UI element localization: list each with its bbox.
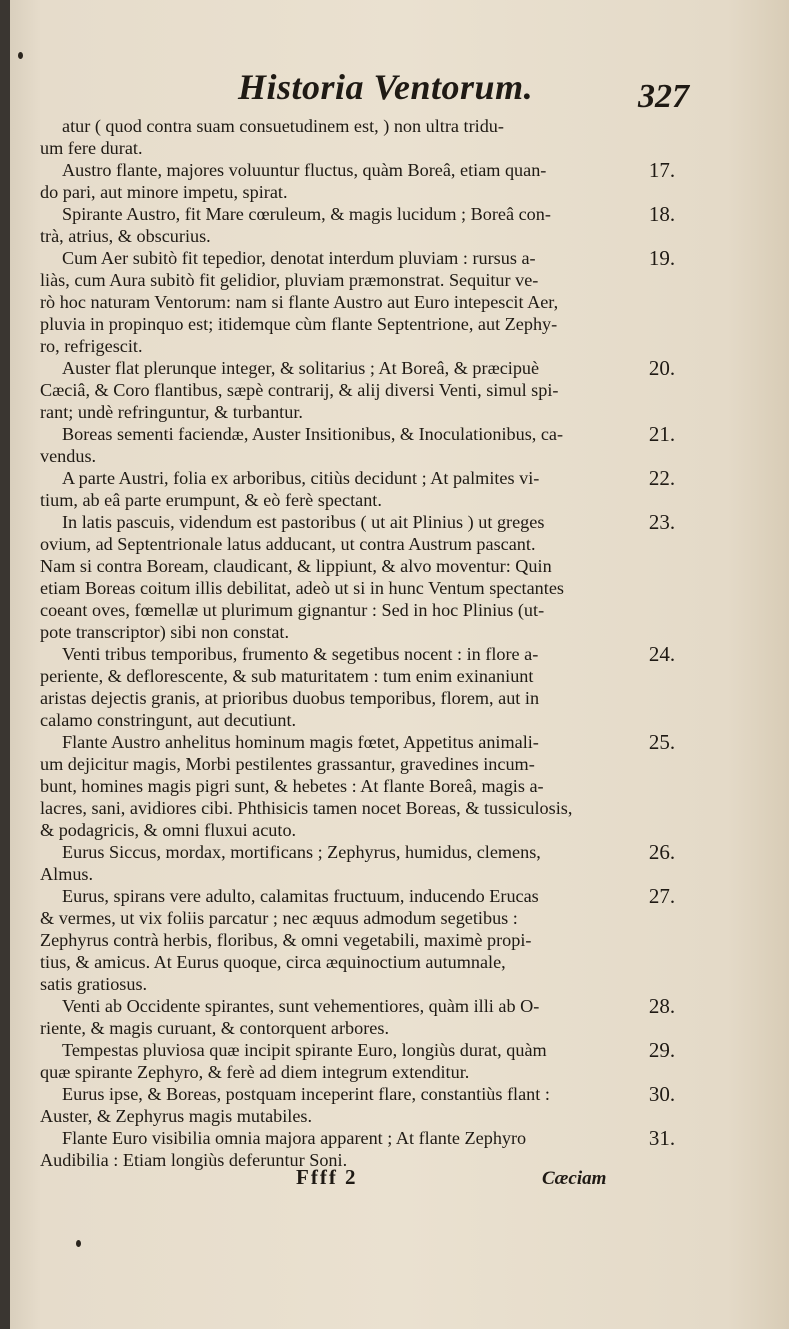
paragraph [40,510,676,643]
catchword: Cæciam [542,1168,607,1189]
paragraph-number: 28. [648,994,676,1018]
paragraph [40,202,676,247]
paragraph-number: 20. [648,356,676,380]
paragraph [40,158,676,203]
paragraph [40,115,630,159]
text-line: vendus. [40,446,97,466]
text-line: lacres, sani, avidiores cibi. Phthisicis tamen nocet Boreas, & tussiculosis, [40,798,573,818]
book-page [10,0,789,1329]
main-text [40,115,676,1171]
paragraph [40,884,676,995]
paragraph [40,1038,676,1083]
text-line: Audibilia : Etiam longiùs deferuntur Soni. [40,1150,348,1170]
text-line: rant; undè refringuntur, & turbantur. [40,402,303,422]
text-line: quæ spirante Zephyro, & ferè ad diem integrum extenditur. [40,1062,470,1082]
paragraph [40,994,676,1039]
paragraph [40,356,676,423]
text-line: ro, refrigescit. [40,336,143,356]
signature-mark: Ffff 2 [296,1165,358,1189]
text-line: Eurus ipse, & Boreas, postquam inceperint flare, constantiùs flant : [62,1084,550,1104]
paragraph-number: 21. [648,422,676,446]
text-line: Spirante Austro, fit Mare cœruleum, & magis lucidum ; Boreâ con- [62,204,551,224]
paragraph-number: 27. [648,884,676,908]
text-line: A parte Austri, folia ex arboribus, citiùs decidunt ; At palmites vi- [62,468,540,488]
paragraph [40,246,676,357]
ink-spot [18,52,23,59]
text-line: Boreas sementi faciendæ, Auster Insitionibus, & Inoculationibus, ca- [62,424,564,444]
text-line: riente, & magis curuant, & contorquent arbores. [40,1018,389,1038]
paragraph-number: 17. [648,158,676,182]
text-line: periente, & deflorescente, & sub maturitatem : tum enim exinaniunt [40,666,534,686]
text-line: Austro flante, majores voluuntur fluctus, quàm Boreâ, etiam quan- [62,160,547,180]
paragraph-number: 18. [648,202,676,226]
text-line: Eurus Siccus, mordax, mortificans ; Zephyrus, humidus, clemens, [62,842,541,862]
text-line: ovium, ad Septentrionale latus adducant, ut contra Austrum pascant. [40,534,536,554]
paragraph-number: 26. [648,840,676,864]
text-line: & podagricis, & omni fluxui acuto. [40,820,297,840]
text-line: calamo constringunt, aut decutiunt. [40,710,297,730]
text-line: atur ( quod contra suam consuetudinem est, ) non ultra tridu- [62,116,504,136]
text-line: satis gratiosus. [40,974,148,994]
paragraph-number: 31. [648,1126,676,1150]
text-line: tius, & amicus. At Eurus quoque, circa æquinoctium autumnale, [40,952,506,972]
text-line: Venti ab Occidente spirantes, sunt vehementiores, quàm illi ab O- [62,996,540,1016]
text-line: aristas dejectis granis, at prioribus duobus temporibus, florem, aut in [40,688,540,708]
ink-spot [76,1240,81,1247]
text-line: Auster flat plerunque integer, & solitarius ; At Boreâ, & præcipuè [62,358,540,378]
text-line: Cum Aer subitò fit tepedior, denotat interdum pluviam : rursus a- [62,248,536,268]
text-line: um dejicitur magis, Morbi pestilentes grassantur, gravedines incum- [40,754,535,774]
paragraph-number: 29. [648,1038,676,1062]
paragraph [40,422,676,467]
text-line: & vermes, ut vix foliis parcatur ; nec æquus admodum segetibus : [40,908,518,928]
text-line: um fere durat. [40,138,143,158]
paragraph-number: 22. [648,466,676,490]
text-line: Venti tribus temporibus, frumento & segetibus nocent : in flore a- [62,644,539,664]
text-line: Tempestas pluviosa quæ incipit spirante Euro, longiùs durat, quàm [62,1040,547,1060]
running-head-title: Historia Ventorum. [238,67,534,107]
text-line: Auster, & Zephyrus magis mutabiles. [40,1106,313,1126]
text-line: In latis pascuis, videndum est pastoribus ( ut ait Plinius ) ut greges [62,512,545,532]
text-line: coeant oves, fœmellæ ut plurimum gignantur : Sed in hoc Plinius (ut- [40,600,545,620]
text-line: bunt, homines magis pigri sunt, & hebetes : At flante Boreâ, magis a- [40,776,544,796]
text-line: tium, ab eâ parte erumpunt, & eò ferè spectant. [40,490,382,510]
text-line: Zephyrus contrà herbis, floribus, & omni vegetabili, maximè propi- [40,930,532,950]
paragraph-number: 23. [648,510,676,534]
text-line: pote transcriptor) sibi non constat. [40,622,290,642]
paragraph [40,466,676,511]
paragraph [40,840,676,885]
paragraph-number: 25. [648,730,676,754]
text-line: etiam Boreas coitum illis debilitat, adeò ut si in hunc Ventum spectantes [40,578,564,598]
text-line: liàs, cum Aura subitò fit gelidior, pluviam præmonstrat. Sequitur ve- [40,270,539,290]
paragraph [40,730,676,841]
text-line: Flante Austro anhelitus hominum magis fœtet, Appetitus animali- [62,732,539,752]
paragraph-number: 30. [648,1082,676,1106]
paragraph [40,1082,676,1127]
text-line: Flante Euro visibilia omnia majora apparent ; At flante Zephyro [62,1128,527,1148]
paragraph-number: 24. [648,642,676,666]
text-line: Almus. [40,864,94,884]
text-line: pluvia in propinquo est; itidemque cùm flante Septentrione, aut Zephy- [40,314,558,334]
paragraph-number: 19. [648,246,676,270]
text-line: Cæciâ, & Coro flantibus, sæpè contrarij, & alij diversi Venti, simul spi- [40,380,559,400]
text-line: rò hoc naturam Ventorum: nam si flante Austro aut Euro intepescit Aer, [40,292,559,312]
text-line: do pari, aut minore impetu, spirat. [40,182,288,202]
text-line: Eurus, spirans vere adulto, calamitas fructuum, inducendo Erucas [62,886,539,906]
text-line: trà, atrius, & obscurius. [40,226,211,246]
paragraph [40,642,676,731]
page-number: 327 [638,78,689,115]
text-line: Nam si contra Boream, claudicant, & lippiunt, & alvo moventur: Quin [40,556,552,576]
